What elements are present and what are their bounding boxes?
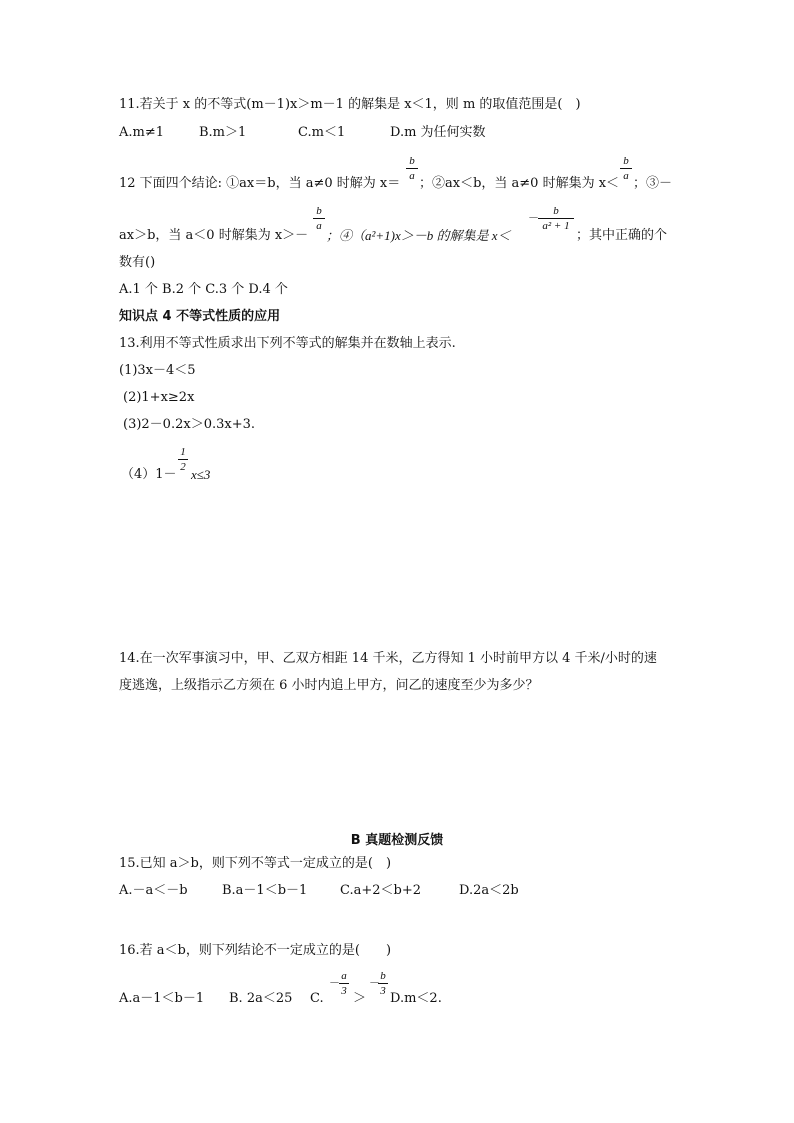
q13-item-1: (1)3x－4＜5 <box>119 363 196 378</box>
q16-option-c-label: C. <box>310 991 324 1006</box>
q11-option-d: D.m 为任何实数 <box>390 125 486 140</box>
q16-minus-sign-1: － <box>329 976 340 989</box>
q14-line2: 度逃逸，上级指示乙方须在 6 小时内追上甲方，问乙的速度至少为多少？ <box>119 678 539 693</box>
q15-option-d: D.2a＜2b <box>459 883 519 898</box>
q13-item-4-suffix: x≤3 <box>191 467 211 482</box>
fraction-denominator: a <box>316 220 322 232</box>
q16-minus-sign-2: － <box>369 976 380 989</box>
q16-option-b: B. 2a＜25 <box>229 991 293 1006</box>
q12-line1b: ；②ax＜b，当 a≠0 时解集为 x＜ <box>419 176 620 191</box>
q16-fraction-a-over-3 <box>339 970 349 997</box>
q12-line1: 12 下面四个结论: ①ax＝b，当 a≠0 时解为 x＝ <box>119 176 401 191</box>
section-b-title: B 真题检测反馈 <box>350 833 444 848</box>
fraction-denominator: a <box>623 170 629 182</box>
q12-fraction-b-over-a-2 <box>620 155 632 182</box>
q12-fraction-b-over-a-1 <box>406 155 418 182</box>
q13-stem: 13.利用不等式性质求出下列不等式的解集并在数轴上表示. <box>119 336 456 351</box>
q11-option-a: A.m≠1 <box>119 125 165 140</box>
q16-stem: 16.若 a＜b，则下列结论不一定成立的是( ) <box>119 943 392 958</box>
fraction-denominator: a² + 1 <box>542 220 570 232</box>
fraction-numerator: b <box>553 205 559 217</box>
fraction-bar <box>378 983 388 984</box>
fraction-numerator: b <box>380 970 386 982</box>
q12-line3: 数有() <box>119 255 156 270</box>
fraction-numerator: 1 <box>180 446 186 458</box>
q15-option-a: A.－a＜－b <box>119 883 188 898</box>
q16-option-d: D.m＜2. <box>390 991 442 1006</box>
q16-fraction-b-over-3 <box>378 970 388 997</box>
q15-stem: 15.已知 a＞b，则下列不等式一定成立的是( ) <box>119 856 392 871</box>
fraction-bar <box>620 168 632 169</box>
q14-line1: 14.在一次军事演习中，甲、乙双方相距 14 千米，乙方得知 1 小时前甲方以 4 千米/小时的速 <box>119 651 657 666</box>
q12-options: A.1 个 B.2 个 C.3 个 D.4 个 <box>119 282 288 297</box>
fraction-denominator: 2 <box>180 461 186 473</box>
q12-line2c: ；其中正确的个 <box>576 228 668 243</box>
q16-option-a: A.a－1＜b－1 <box>119 991 205 1006</box>
fraction-denominator: 3 <box>341 985 347 997</box>
q12-line2b: ；④（a²+1)x＞－b 的解集是 x＜ <box>326 228 511 243</box>
fraction-numerator: a <box>341 970 347 982</box>
fraction-denominator: a <box>409 170 415 182</box>
fraction-bar <box>538 218 574 219</box>
q15-option-b: B.a－1＜b－1 <box>222 883 308 898</box>
fraction-numerator: b <box>409 155 415 167</box>
q11-option-c: C.m＜1 <box>298 125 346 140</box>
section-4-title: 知识点 4 不等式性质的应用 <box>119 309 281 324</box>
q15-option-c: C.a+2＜b+2 <box>340 883 422 898</box>
q13-fraction-one-half <box>178 446 188 473</box>
fraction-bar <box>406 168 418 169</box>
q16-greater-than: ＞ <box>353 991 367 1006</box>
q12-line1c: ；③－ <box>633 176 673 191</box>
q11-option-b: B.m＞1 <box>199 125 247 140</box>
q12-minus-sign: － <box>528 211 539 224</box>
fraction-bar <box>339 983 349 984</box>
q13-item-3: (3)2－0.2x＞0.3x+3. <box>123 417 255 432</box>
q13-item-2: (2)1+x≥2x <box>123 390 195 405</box>
fraction-bar <box>313 218 325 219</box>
q13-item-4-prefix: （4）1－ <box>121 467 177 482</box>
q12-fraction-b-over-a-3 <box>313 205 325 232</box>
fraction-denominator: 3 <box>380 985 386 997</box>
q12-fraction-b-over-a2plus1 <box>538 205 574 232</box>
fraction-bar <box>178 459 188 460</box>
fraction-numerator: b <box>316 205 322 217</box>
q12-line2: ax＞b，当 a＜0 时解集为 x＞－ <box>119 228 309 243</box>
q11-stem: 11.若关于 x 的不等式(m－1)x＞m－1 的解集是 x＜1，则 m 的取值范围是( ) <box>119 97 581 112</box>
fraction-numerator: b <box>623 155 629 167</box>
